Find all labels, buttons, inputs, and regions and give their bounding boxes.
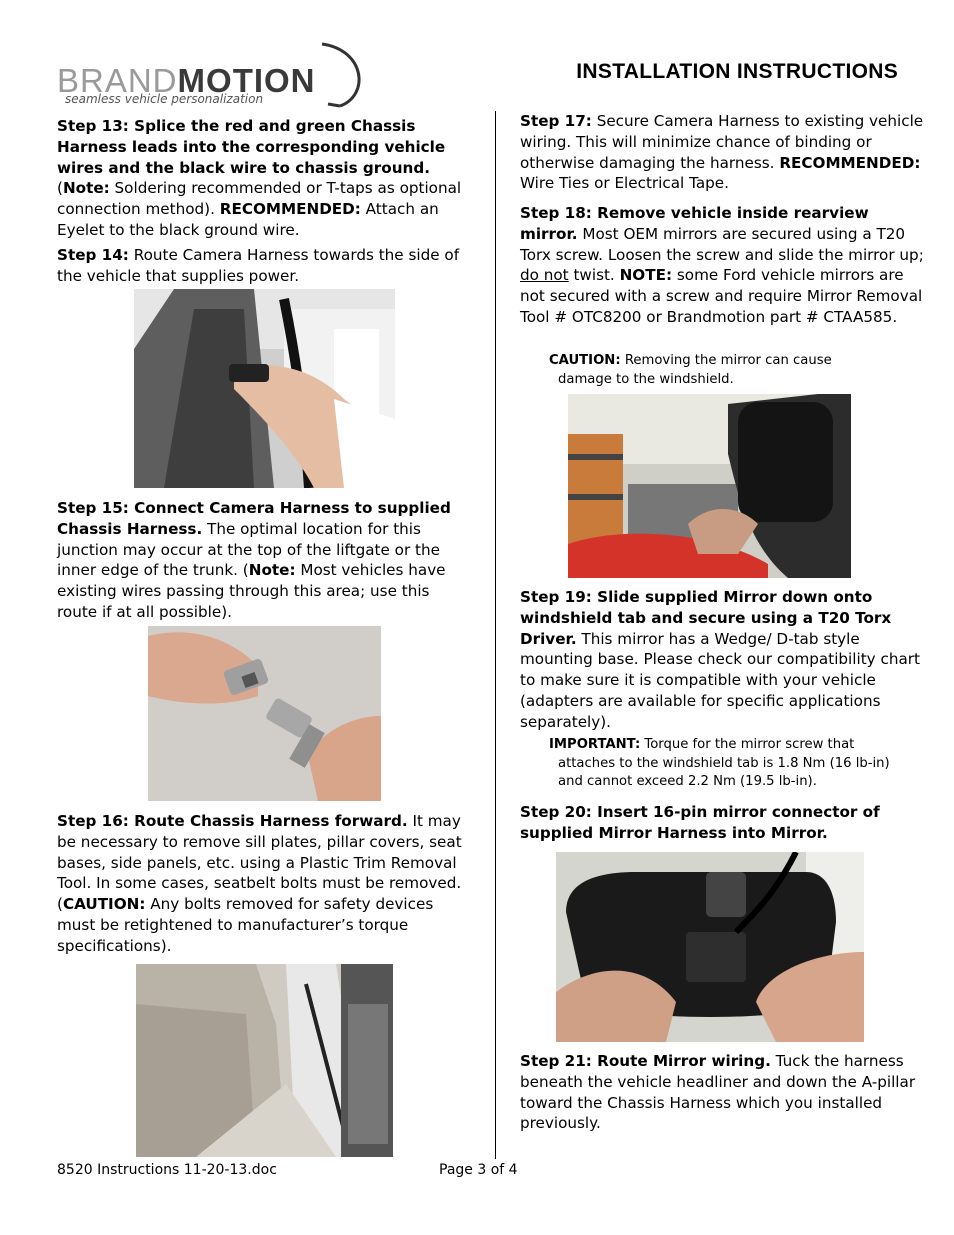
page-title: INSTALLATION INSTRUCTIONS [576, 60, 898, 83]
photo-camera-harness-liftgate [134, 289, 395, 488]
step-19: Step 19: Slide supplied Mirror down onto windshield tab and secure using a T20 Torx Driver. This mirror has a Wedge/ D-tab style mounting base. Please check our compatibility chart to make sure it is compatible with your vehicle (adapters are available for specific applications separately). [520, 588, 920, 731]
step-21: Step 21: Route Mirror wiring. Tuck the harness beneath the vehicle headliner and down the A-pillar toward the Chassis Harness which you installed previously. [520, 1052, 916, 1133]
step-15: Step 15: Connect Camera Harness to supplied Chassis Harness. The optimal location for this junction may occur at the top of the liftgate or the inner edge of the trunk. (Note: Most vehicles have existing wires passing through this area; use this route if at all possible). [57, 499, 451, 621]
logo-tagline: seamless vehicle personalization [65, 92, 264, 106]
step-13: Step 13: Splice the red and green Chassis Harness leads into the corresponding vehicle wires and the black wire to chassis ground. (Note: Soldering recommended or T-taps as optional connection method). RECOMMENDED: Attach an Eyelet to the black ground wire. [57, 117, 462, 239]
photo-mirror-removal [568, 394, 851, 578]
step-17: Step 17: Secure Camera Harness to existing vehicle wiring. This will minimize chance of binding or otherwise damaging the harness. RECOMMENDED: Wire Ties or Electrical Tape. [520, 112, 924, 193]
step-20: Step 20: Insert 16-pin mirror connector of supplied Mirror Harness into Mirror. [520, 803, 880, 842]
footer-page-number: Page 3 of 4 [439, 1162, 518, 1178]
column-divider [495, 111, 496, 1159]
photo-sill-plate-route [136, 964, 393, 1157]
photo-mirror-connector [556, 852, 864, 1042]
step-16: Step 16: Route Chassis Harness forward. It may be necessary to remove sill plates, pillar covers, seat bases, side panels, etc. using a Plastic Trim Removal Tool. In some cases, seatbelt bolts must be removed. (CAUTION: Any bolts removed for safety devices must be retightened to manufacturer’s torque specifications). [57, 812, 462, 955]
step-14: Step 14: Route Camera Harness towards the side of the vehicle that supplies power. [57, 246, 460, 285]
footer-doc-name: 8520 Instructions 11-20-13.doc [57, 1162, 277, 1178]
brand-logo [55, 40, 375, 110]
step-18-caution: CAUTION: Removing the mirror can cause damage to the windshield. [549, 353, 832, 387]
step-18: Step 18: Remove vehicle inside rearview mirror. Most OEM mirrors are secured using a T20 Torx screw. Loosen the screw and slide the mirror up; do not twist. NOTE: some Ford vehicle mirrors are not secured with a screw and require Mirror Removal Tool # OTC8200 or Brandmotion part # CTAA585. [520, 204, 924, 326]
logo-swoosh-icon [310, 40, 370, 110]
photo-harness-connectors [148, 626, 381, 801]
logo-wordmark: BRANDMOTION [57, 62, 316, 99]
step-19-important: IMPORTANT: Torque for the mirror screw that attaches to the windshield tab is 1.8 Nm (16 lb-in) and cannot exceed 2.2 Nm (19.5 lb-in). [549, 737, 890, 789]
